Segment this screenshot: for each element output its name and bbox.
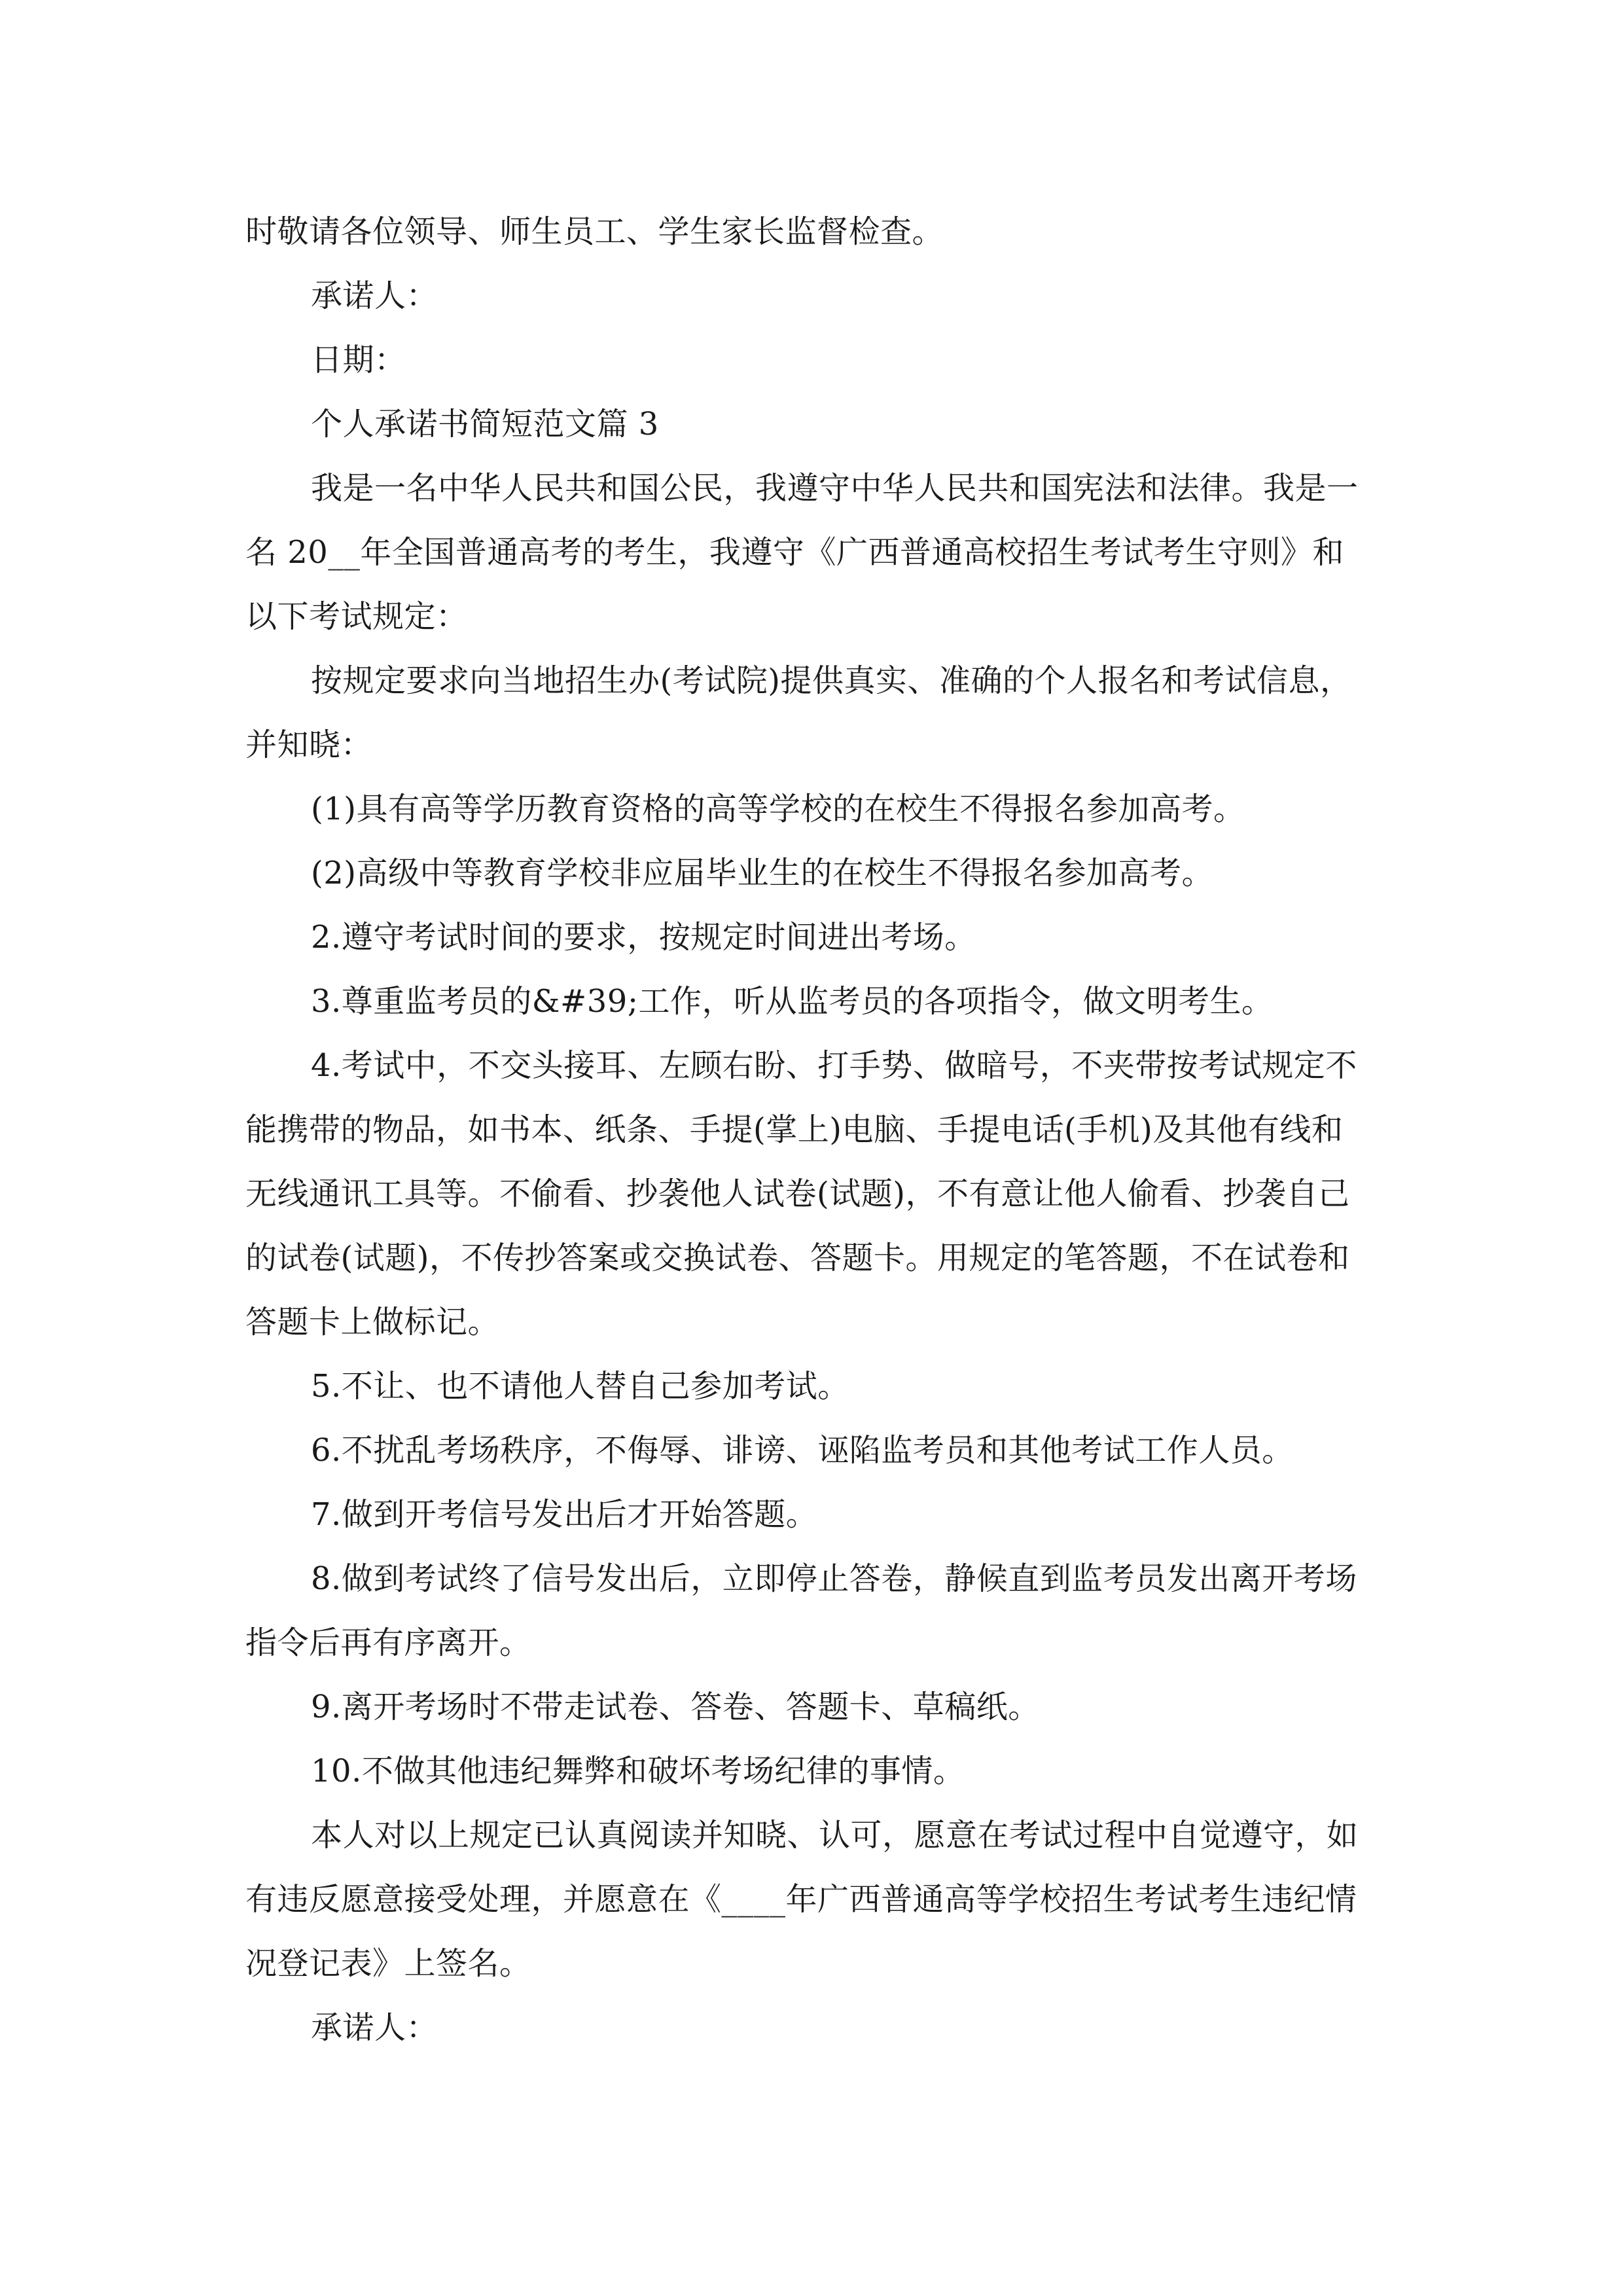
section-heading: 个人承诺书简短范文篇 3 [311, 406, 659, 442]
text-line: 名 20__年全国普通高考的考生，我遵守《广西普通高校招生考试考生守则》和 [245, 534, 1344, 571]
document-body [245, 200, 1384, 2060]
text-line: 以下考试规定： [245, 598, 468, 635]
text-line: 答题卡上做标记。 [245, 1304, 500, 1340]
text-line: 日期： [311, 342, 406, 378]
text-line: 8.做到考试终了信号发出后，立即停止答卷，静候直到监考员发出离开考场 [311, 1560, 1357, 1597]
text-line: (2)高级中等教育学校非应届毕业生的在校生不得报名参加高考。 [311, 855, 1213, 891]
text-line: 6.不扰乱考场秩序，不侮辱、诽谤、诬陷监考员和其他考试工作人员。 [311, 1432, 1294, 1469]
text-line: 3.尊重监考员的&#39;工作，听从监考员的各项指令，做文明考生。 [311, 983, 1274, 1020]
text-line: 有违反愿意接受处理，并愿意在《____年广西普通高等学校招生考试考生违纪情 [245, 1881, 1357, 1918]
text-line: 9.离开考场时不带走试卷、答卷、答题卡、草稿纸。 [311, 1689, 1040, 1725]
text-line: 10.不做其他违纪舞弊和破坏考场纪律的事情。 [311, 1753, 965, 1789]
text-line: 我是一名中华人民共和国公民，我遵守中华人民共和国宪法和法律。我是一 [311, 470, 1359, 507]
text-line: 7.做到开考信号发出后才开始答题。 [311, 1496, 818, 1533]
text-line: 承诺人： [311, 2009, 438, 2046]
text-line: 2.遵守考试时间的要求，按规定时间进出考场。 [311, 919, 976, 956]
text-line: 按规定要求向当地招生办(考试院)提供真实、准确的个人报名和考试信息， [311, 662, 1352, 699]
text-line: 指令后再有序离开。 [245, 1624, 531, 1661]
text-line: 况登记表》上签名。 [245, 1945, 531, 1982]
text-line: 时敬请各位领导、师生员工、学生家长监督检查。 [245, 213, 944, 250]
text-line: 无线通讯工具等。不偷看、抄袭他人试卷(试题)，不有意让他人偷看、抄袭自己 [245, 1175, 1350, 1212]
text-line: 的试卷(试题)，不传抄答案或交换试卷、答题卡。用规定的笔答题，不在试卷和 [245, 1240, 1350, 1276]
text-line: 本人对以上规定已认真阅读并知晓、认可，愿意在考试过程中自觉遵守，如 [311, 1817, 1359, 1854]
text-line: 能携带的物品，如书本、纸条、手提(掌上)电脑、手提电话(手机)及其他有线和 [245, 1111, 1344, 1148]
text-line: 5.不让、也不请他人替自己参加考试。 [311, 1368, 849, 1405]
text-line: 并知晓： [245, 726, 373, 763]
text-line: 承诺人： [311, 278, 438, 314]
text-line: 4.考试中，不交头接耳、左顾右盼、打手势、做暗号，不夹带按考试规定不 [311, 1047, 1357, 1084]
text-line: (1)具有高等学历教育资格的高等学校的在校生不得报名参加高考。 [311, 791, 1245, 827]
